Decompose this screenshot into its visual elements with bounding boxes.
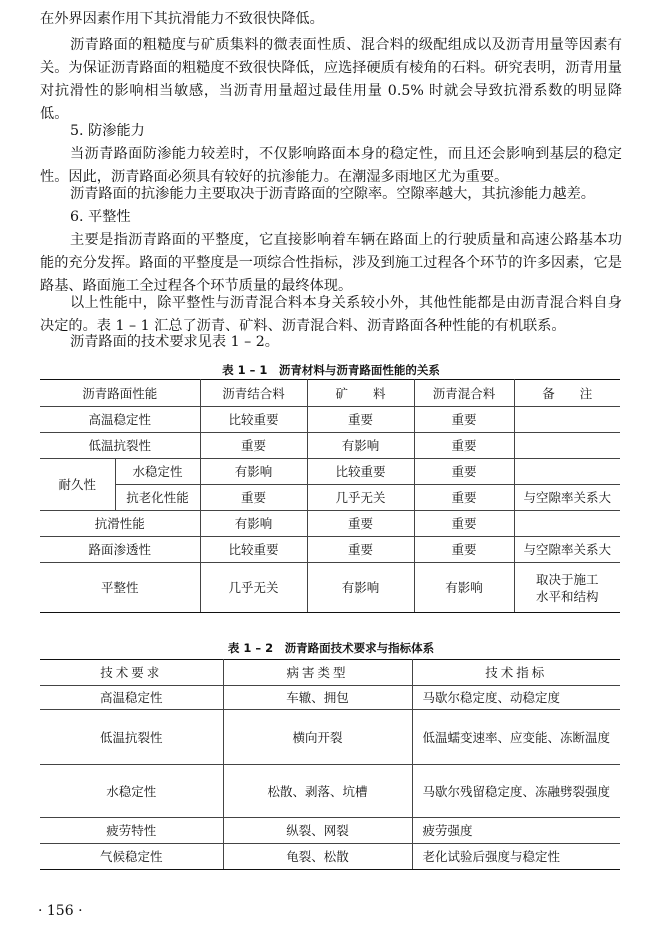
table1-cell: 重要 [414,433,514,459]
table2-row [40,686,620,710]
table1-cell: 与空隙率关系大 [514,537,620,563]
table1-row [40,459,620,485]
table1-cell [514,433,620,459]
table1-row [40,407,620,433]
table2-header-row [40,660,620,686]
table1-label-cell: 抗老化性能 [115,485,200,511]
table2-row [40,710,620,765]
section-heading-flatness: 6. 平整性 [70,209,131,225]
paragraph-roughness: 沥青路面的粗糙度与矿质集料的微表面性质、混合料的级配组成以及沥青用量等因素有关。为保证沥青路面的粗糙度不致很快降低，应选择硬质有棱角的石料。研究表明，沥青用量对抗滑性的影响相当敏感，当沥青用量超过最佳用量 0.5% 时就会导致抗滑系数的明显降低。 [40,37,622,122]
table1-cell: 重要 [414,459,514,485]
table1-header-cell: 沥青混合料 [414,380,514,407]
table2-cell: 龟裂、松散 [223,844,412,870]
table1-row [40,563,620,613]
table2-cell: 低温抗裂性 [40,710,223,765]
table2-cell: 老化试验后强度与稳定性 [412,844,620,870]
table1-cell: 有影响 [307,433,414,459]
table1-label-cell: 抗滑性能 [40,511,200,537]
table1-cell [514,511,620,537]
table1-cell: 有影响 [414,563,514,613]
table1-cell: 重要 [414,407,514,433]
table2-cell: 高温稳定性 [40,686,223,710]
table1-row [40,511,620,537]
table2-row [40,818,620,844]
table1-cell: 重要 [307,537,414,563]
table1-label-cell: 低温抗裂性 [40,433,200,459]
table1-header-cell: 沥青路面性能 [40,380,200,407]
table2-row [40,844,620,870]
table2-cell: 低温蠕变速率、应变能、冻断温度 [412,710,620,765]
table1-header-cell: 沥青结合料 [200,380,307,407]
table2-cell: 车辙、拥包 [223,686,412,710]
table1-cell: 与空隙率关系大 [514,485,620,511]
table1-cell: 重要 [200,433,307,459]
table2-cell: 水稳定性 [40,765,223,818]
paragraph-summary: 以上性能中，除平整性与沥青混合料本身关系较小外，其他性能都是由沥青混合料自身决定的。表 1 – 1 汇总了沥青、矿料、沥青混合料、沥青路面各种性能的有机联系。 [40,295,622,334]
table1-cell: 重要 [414,511,514,537]
table1-cell: 比较重要 [307,459,414,485]
table1-row [40,537,620,563]
table1-cell: 有影响 [307,563,414,613]
table1-label-cell: 高温稳定性 [40,407,200,433]
table1-cell: 重要 [414,537,514,563]
table1-cell: 比较重要 [200,537,307,563]
table1-group-cell: 耐久性 [40,459,115,511]
table1-cell: 几乎无关 [200,563,307,613]
table1-header-cell: 备 注 [514,380,620,407]
table1-cell [514,407,620,433]
table2-cell: 疲劳特性 [40,818,223,844]
table1-row [40,433,620,459]
table2-header-cell: 病害类型 [223,660,412,686]
table1-caption: 表 1 – 1 沥青材料与沥青路面性能的关系 [222,363,440,377]
table2-header-cell: 技术要求 [40,660,223,686]
table1-cell: 重要 [307,511,414,537]
paragraph-flatness: 主要是指沥青路面的平整度，它直接影响着车辆在路面上的行驶质量和高速公路基本功能的充分发挥。路面的平整度是一项综合性指标，涉及到施工过程各个环节的许多因素，它是路基、路面施工全过程各个环节质量的最终体现。 [40,232,622,294]
table2-cell: 马歇尔稳定度、动稳定度 [412,686,620,710]
table1-header-row [40,380,620,407]
table2-row [40,765,620,818]
table1-cell: 有影响 [200,459,307,485]
table1 [40,379,620,613]
table1-row [40,485,620,511]
table2-caption: 表 1 – 2 沥青路面技术要求与指标体系 [227,641,435,655]
table1-cell: 几乎无关 [307,485,414,511]
table2-cell: 横向开裂 [223,710,412,765]
table1-cell: 重要 [307,407,414,433]
section-heading-impermeability: 5. 防渗能力 [70,123,145,139]
table2-cell: 马歇尔残留稳定度、冻融劈裂强度 [412,765,620,818]
paragraph-continuation: 在外界因素作用下其抗滑能力不致很快降低。 [40,11,324,27]
table1-cell: 比较重要 [200,407,307,433]
paragraph-impermeability: 当沥青路面防渗能力较差时，不仅影响路面本身的稳定性，而且还会影响到基层的稳定性。因此，沥青路面必须具有较好的抗渗能力。在潮湿多雨地区尤为重要。 [40,146,622,185]
table1-cell: 重要 [414,485,514,511]
table1-cell [514,459,620,485]
table2-cell: 纵裂、网裂 [223,818,412,844]
table2-cell: 疲劳强度 [412,818,620,844]
table2-cell: 气候稳定性 [40,844,223,870]
table2-cell: 松散、剥落、坑槽 [223,765,412,818]
table1-label-cell: 路面渗透性 [40,537,200,563]
table1-label-cell: 水稳定性 [115,459,200,485]
table1-header-cell: 矿 料 [307,380,414,407]
table1-remark-cell: 取决于施工 水平和结构 [514,563,620,613]
paragraph-table-reference: 沥青路面的技术要求见表 1 – 2。 [70,334,279,350]
table1-cell: 重要 [200,485,307,511]
table1-cell: 有影响 [200,511,307,537]
table2 [40,659,620,870]
page-number: · 156 · [38,903,83,919]
table1-label-cell: 平整性 [40,563,200,613]
paragraph-void-ratio: 沥青路面的抗渗能力主要取决于沥青路面的空隙率。空隙率越大，其抗渗能力越差。 [70,186,595,202]
table2-header-cell: 技术指标 [412,660,620,686]
